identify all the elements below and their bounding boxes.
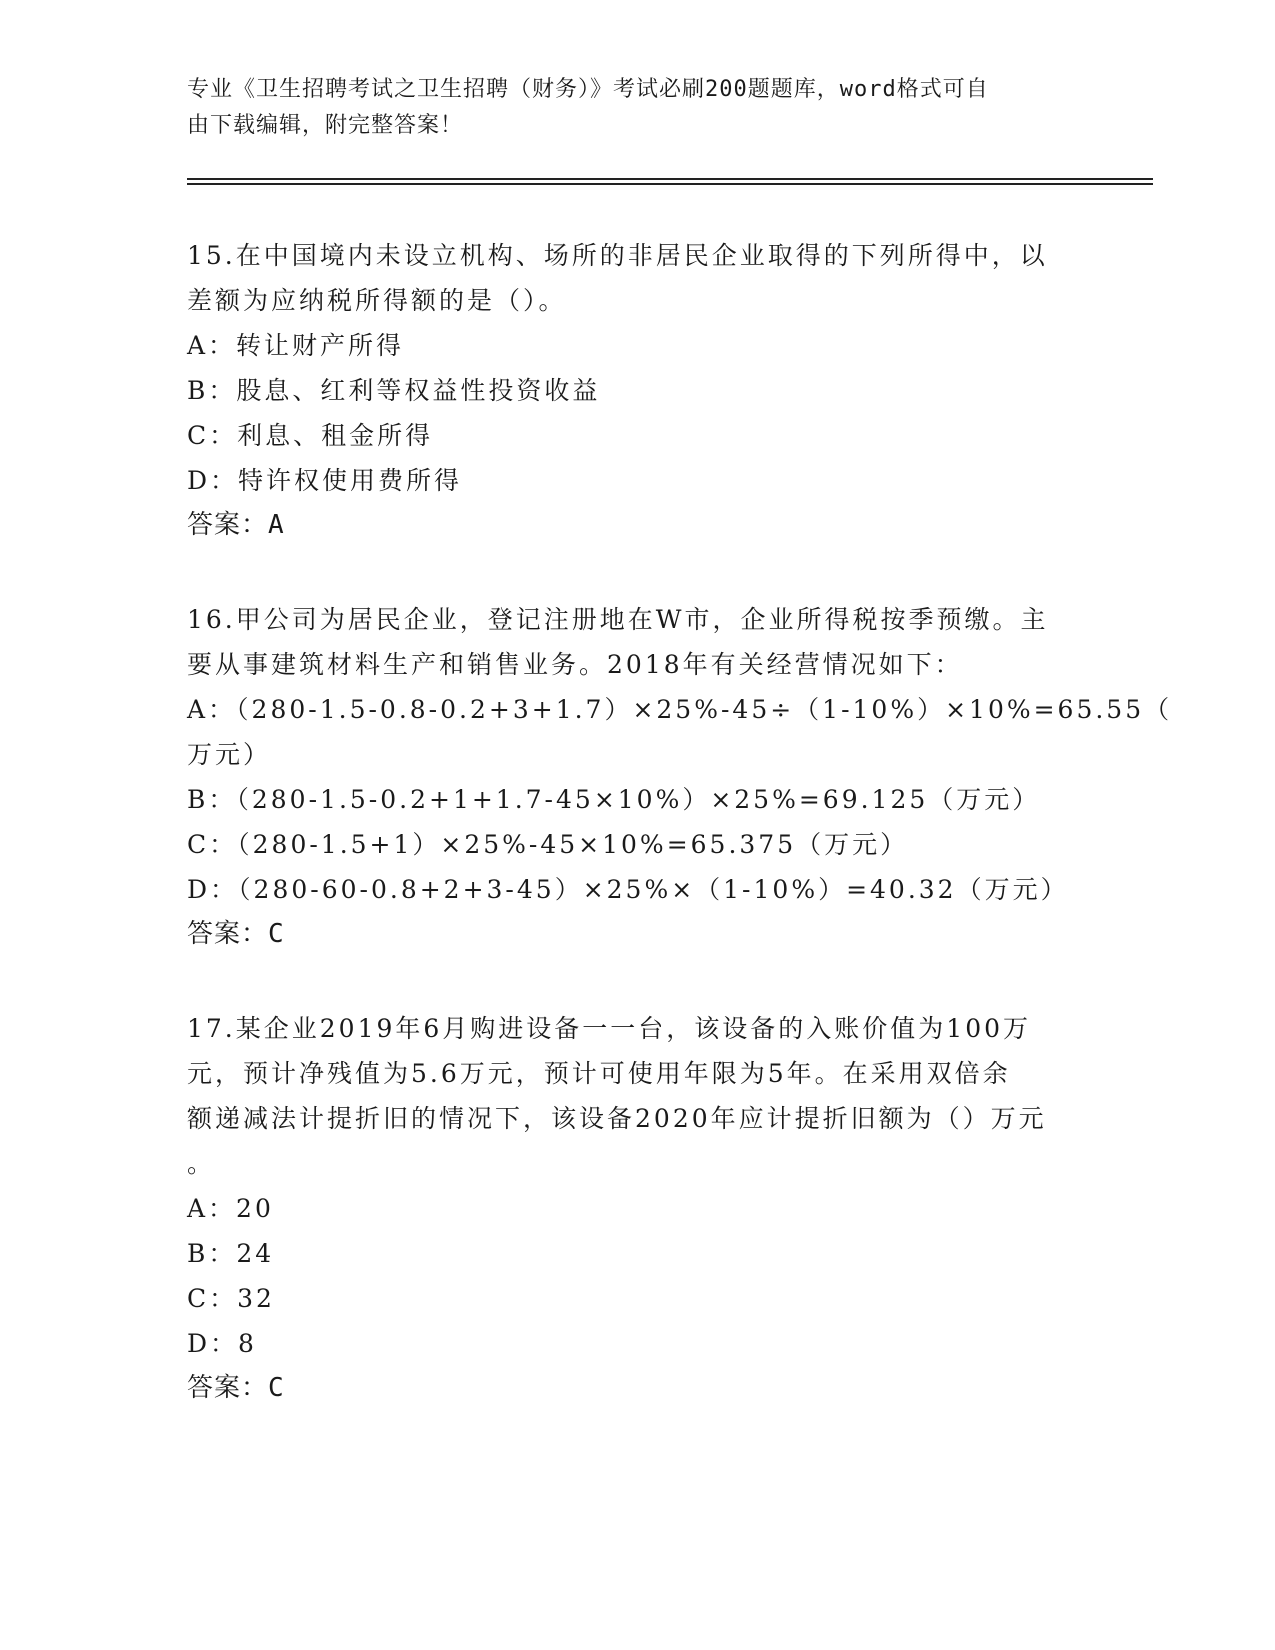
question-stem-line: 16.甲公司为居民企业，登记注册地在W市，企业所得税按季预缴。主 <box>187 605 1049 634</box>
question-stem-line: 元，预计净残值为5.6万元，预计可使用年限为5年。在采用双倍余 <box>187 1059 1011 1088</box>
answer: 答案：A <box>187 510 285 540</box>
option-a: A：转让财产所得 <box>187 331 405 360</box>
option-d: D：8 <box>187 1329 257 1358</box>
option-b: B：股息、红利等权益性投资收益 <box>187 376 601 405</box>
header-line: 专业《卫生招聘考试之卫生招聘（财务）》考试必刷200题题库，word格式可自 <box>187 77 989 102</box>
question-stem-line: 。 <box>187 1149 216 1178</box>
option-c: C：利息、租金所得 <box>187 421 434 450</box>
option-c: C：（280-1.5+1）×25%-45×10%=65.375（万元） <box>187 830 909 859</box>
document-header <box>187 72 1067 144</box>
question-stem-line: 17.某企业2019年6月购进设备一一台，该设备的入账价值为100万 <box>187 1014 1032 1043</box>
question-stem-line: 要从事建筑材料生产和销售业务。2018年有关经营情况如下： <box>187 650 963 679</box>
question-stem-line: 差额为应纳税所得额的是（）。 <box>187 286 567 315</box>
question-stem-line: 额递减法计提折旧的情况下，该设备2020年应计提折旧额为（）万元 <box>187 1104 1047 1133</box>
question-16 <box>187 597 1173 957</box>
header-divider <box>187 178 1153 180</box>
header-divider <box>187 183 1153 185</box>
option-d: D：（280-60-0.8+2+3-45）×25%×（1-10%）=40.32（万元） <box>187 875 1069 904</box>
header-line: 由下载编辑，附完整答案！ <box>187 113 464 138</box>
option-b: B：24 <box>187 1239 275 1268</box>
question-15 <box>187 233 1087 548</box>
question-17 <box>187 1006 1087 1411</box>
option-a: A：（280-1.5-0.8-0.2+3+1.7）×25%-45÷（1-10%）×10%=65.55（ <box>187 695 1173 724</box>
option-b: B：（280-1.5-0.2+1+1.7-45×10%）×25%=69.125（万元） <box>187 785 1041 814</box>
answer: 答案：C <box>187 1373 285 1403</box>
option-d: D：特许权使用费所得 <box>187 466 463 495</box>
question-stem-line: 15.在中国境内未设立机构、场所的非居民企业取得的下列所得中，以 <box>187 241 1048 270</box>
option-a: A：20 <box>187 1194 274 1223</box>
answer: 答案：C <box>187 919 285 949</box>
option-a-continued: 万元） <box>187 740 272 769</box>
option-c: C：32 <box>187 1284 275 1313</box>
